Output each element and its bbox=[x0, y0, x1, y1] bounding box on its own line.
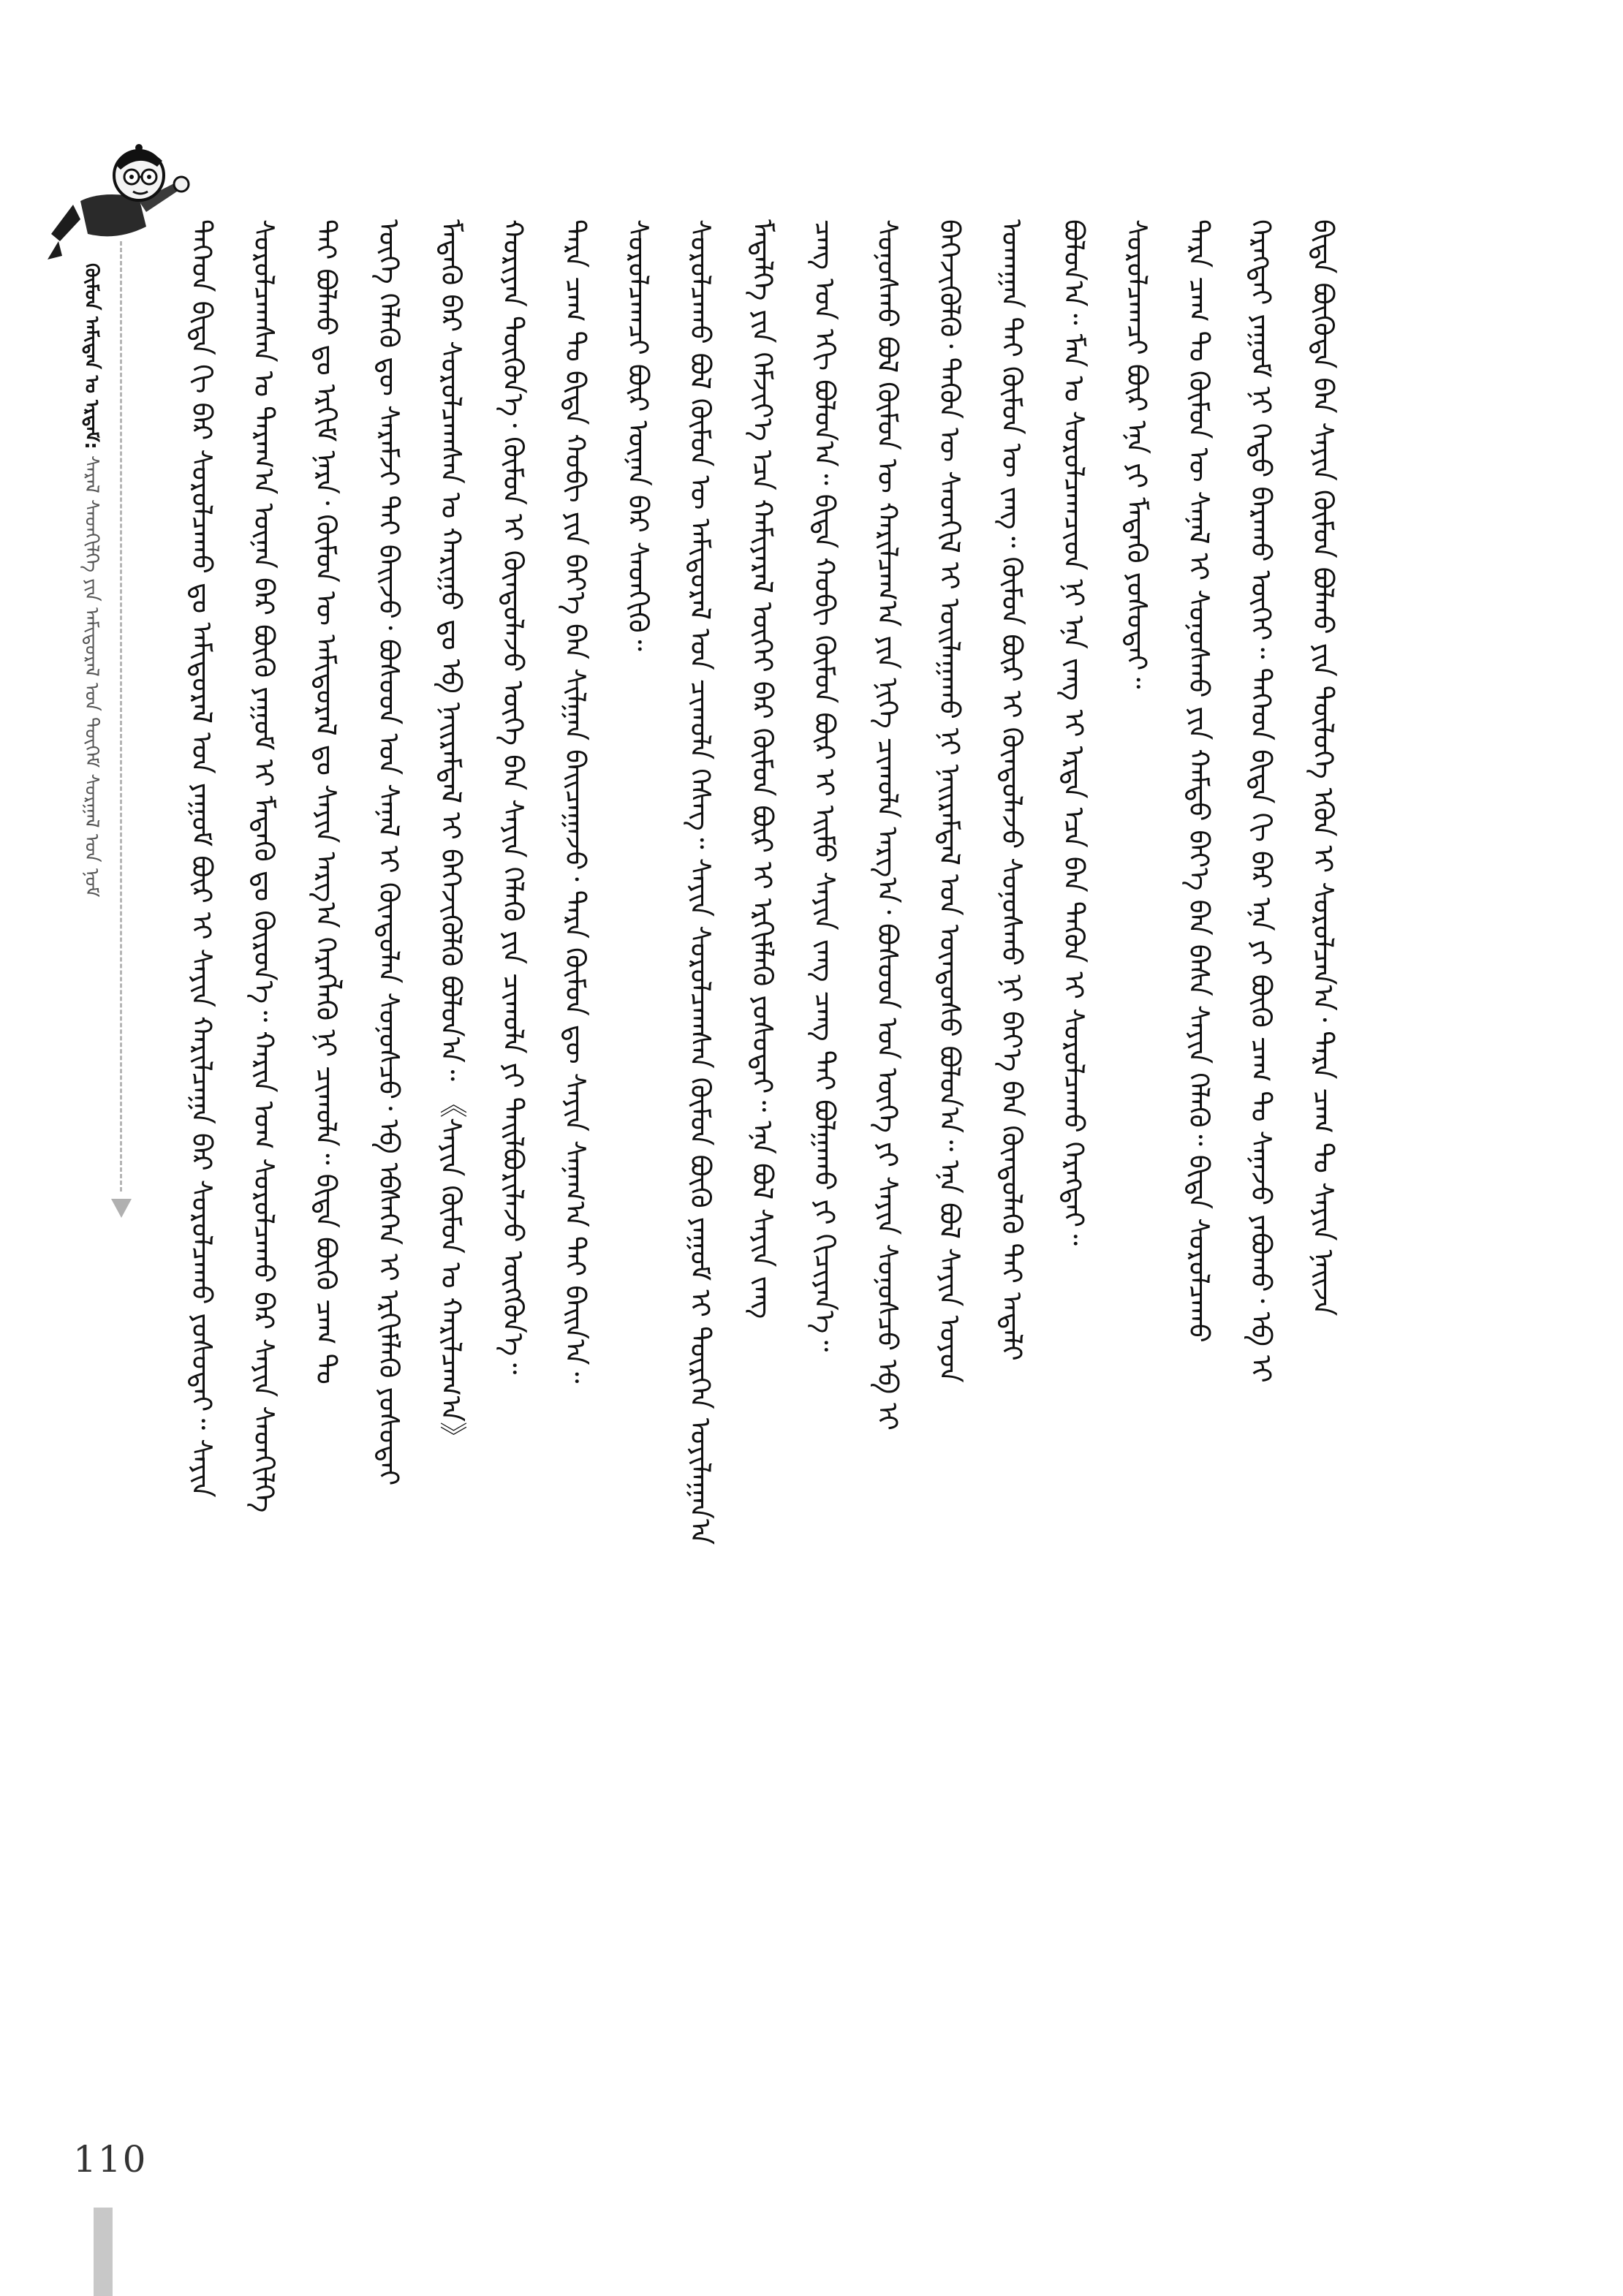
text-column bbox=[1367, 219, 1405, 1915]
text-column: ᠰᠤᠷᠤᠯᠴᠠᠬᠤ ᠪᠣᠯ ᠬᠦᠮᠦᠨ ᠦ ᠠᠮᠢᠳᠤᠷᠠᠯ ᠤᠨ ᠴᠢᠬᠤᠯᠠ ᠬᠡᠰᠡᠭ᠃ ᠰᠠᠶᠢᠨ ᠰᠤᠷᠤᠯᠴᠠᠭᠰᠠᠨ ᠬᠦᠮᠦᠨ ᠪᠦᠬᠦ ᠶᠠᠭᠤᠮ ᠢ ᠲᠦᠷᠭᠡᠨ ᠣᠶᠢᠯᠠᠭᠠᠨ᠎ᠠ bbox=[684, 219, 716, 1545]
text-column: ᠪᠢᠳᠡ ᠪᠦᠬᠦᠳᠡ ᠪᠡᠨ ᠰᠠᠶᠢᠨ ᠬᠦᠮᠦᠨ ᠪᠣᠯᠬᠤ ᠶᠢᠨ ᠲᠥᠯᠥᠭᠡ ᠡᠭᠦᠨ ᠢ ᠰᠤᠷᠤᠯᠴᠠᠨ᠎ᠠ᠂ ᠲᠡᠷᠡ ᠴᠠᠭ ᠲᠤ ᠰᠠᠶᠢᠨ ᠨᠠᠢᠵᠠ bbox=[1307, 219, 1339, 1316]
running-header-rest: ᠰᠠᠷᠠᠯ ᠰᠡᠳᠬᠢᠯᠭᠡ ᠶᠢᠨ ᠠᠮᠢᠳᠤᠷᠠᠯ ᠤᠨ ᠳᠥᠭᠡᠮ ᠰᠤᠷᠭᠠᠯ ᠤᠨ ᠨᠣᠮ bbox=[80, 449, 102, 898]
text-column: ᠪᠣᠯᠣᠨ᠎ᠠ᠃ ᠮᠠᠨ ᠤ ᠰᠤᠷᠤᠯᠴᠠᠭᠴᠢᠳ ᠨᠢ ᠡᠨᠡ ᠵᠠᠩ ᠢ ᠡᠷᠲᠡ ᠡᠴᠡ ᠪᠡᠨ ᠲᠡᠭᠦᠨ ᠢ ᠰᠤᠷᠤᠯᠴᠠᠬᠤ ᠬᠡᠷᠡᠭᠲᠡᠢ᠃ bbox=[1058, 219, 1090, 1246]
text-column: ᠰᠤᠷᠤᠯᠴᠠᠭᠰᠠᠨ ᠤ ᠳᠠᠷᠠᠭ᠎ᠠ ᠦᠨᠡᠨ ᠪᠡᠷ ᠪᠦᠬᠦ ᠶᠠᠭᠤᠮ ᠢ ᠮᠡᠳᠡᠬᠦ ᠳᠤ ᠬᠦᠷᠦᠨ᠎ᠡ᠃ ᠬᠠᠷᠢᠨ ᠤᠭ ᠰᠤᠷᠤᠯᠴᠠᠬᠤ ᠪᠠᠷ ᠰᠠᠶᠢᠨ ᠰᠡᠳᠬᠢᠯᠭᠡ bbox=[248, 219, 280, 1513]
page-edge-bar bbox=[94, 2208, 113, 2296]
text-column: ᠲᠡᠷᠡ ᠴᠠᠭ ᠲᠤ ᠪᠢᠳᠡ ᠬᠤᠪᠢ ᠶᠢᠨ ᠪᠡᠶ᠎ᠡ ᠪᠡᠨ ᠰᠢᠯᠭᠠᠨ ᠪᠠᠢᠴᠠᠭᠠᠵᠤ᠂ ᠲᠡᠷᠡ ᠬᠦᠮᠦᠨ ᠳᠦ ᠰᠠᠶᠢᠨ ᠰᠠᠨᠠᠭ᠎ᠠ ᠲᠡᠢ ᠪᠠᠢᠨ᠎ᠠ᠃ bbox=[559, 219, 591, 1384]
text-column: ᠤᠬᠠᠭᠠᠨ ᠲᠠᠢ ᠬᠦᠮᠦᠨ ᠦ ᠵᠠᠩ᠃ ᠬᠦᠮᠦᠨ ᠪᠦᠷ ᠢ ᠬᠦᠨᠳᠦᠯᠡᠵᠦ ᠰᠣᠨᠣᠰᠬᠤ ᠨᠢ ᠪᠡᠶ᠎ᠡ ᠪᠡᠨ ᠬᠦᠨᠳᠦᠯᠡᠬᠦ ᠲᠠᠢ ᠠᠳᠠᠯᠢ bbox=[996, 219, 1028, 1361]
body-text bbox=[183, 219, 1448, 1915]
text-column: ᠪᠡᠬᠡᠵᠢᠭᠦᠯᠬᠦ᠂ ᠲᠡᠭᠦᠨ ᠦ ᠰᠡᠳᠬᠢᠯ ᠢ ᠣᠢᠯᠠᠭᠠᠬᠤ ᠨᠢ ᠨᠠᠢᠷᠠᠮᠳᠠᠯ ᠤᠨ ᠦᠨᠳᠦᠰᠦ ᠪᠣᠯᠣᠨ᠎ᠠ᠃ ᠡᠨᠡ ᠪᠣᠯ ᠰᠠᠶᠢᠨ ᠣᠶᠤᠨ bbox=[934, 219, 966, 1383]
running-header-strong: ᠬᠦᠮᠦᠨ ᠠᠮᠢᠲᠠᠨ ᠤ ᠡᠷᠲᠡᠮ: bbox=[80, 263, 102, 450]
triangle-marker-icon bbox=[111, 1199, 132, 1218]
running-header-text bbox=[75, 263, 108, 1228]
text-column: ᠲᠡᠢ ᠪᠣᠯᠬᠤ ᠳᠤ ᠡᠷᠬᠢᠮ ᠨᠡᠷᠡ᠂ ᠬᠦᠮᠦᠨ ᠦ ᠠᠮᠢᠳᠤᠷᠠᠯ ᠳᠤ ᠰᠠᠶᠢᠨ ᠠᠷᠭ᠎ᠠ ᠬᠡᠷᠡᠭᠯᠡᠬᠦ ᠨᠢ ᠴᠢᠬᠤᠯᠠ᠃ ᠪᠢᠳᠡ ᠪᠦᠬᠦ ᠴᠠᠭ ᠲᠤ bbox=[310, 219, 342, 1384]
text-column: ᠴᠠᠩ ᠤᠨ ᠡᠬᠢ ᠪᠣᠯᠣᠨ᠎ᠠ᠃ ᠪᠢᠳᠡ ᠬᠤᠪᠢ ᠬᠦᠮᠦᠨ ᠪᠦᠷ ᠢ ᠡᠢᠮᠦ ᠰᠠᠶᠢᠨ ᠵᠠᠩ ᠴᠠᠩ ᠲᠠᠢ ᠪᠣᠯᠭᠠᠬᠤ ᠶᠢ ᠬᠢᠴᠢᠶᠡᠨ᠎ᠡ᠃ bbox=[809, 219, 841, 1352]
mascot-illustration bbox=[29, 132, 205, 270]
page-number: 110 bbox=[73, 2138, 148, 2181]
text-column: ᠬᠤᠷᠢᠶᠠᠨ ᠳᠦᠭᠦᠨ᠎ᠡ᠂ ᠬᠦᠮᠦᠨ ᠢ ᠬᠦᠨᠳᠦᠯᠡᠵᠦ ᠦᠭᠡ ᠪᠡᠨ ᠰᠠᠶᠢᠨ ᠬᠡᠯᠡᠬᠦ ᠶᠢᠨ ᠴᠢᠬᠤᠯᠠ ᠶᠢ ᠲᠠᠢᠯᠪᠤᠷᠢᠯᠠᠵᠤ ᠦᠭᠭᠦᠨ᠎ᠡ᠃ bbox=[497, 219, 529, 1375]
text-column: ᠮᠡᠳᠡᠯᠭᠡ ᠶᠢᠨ ᠬᠡᠮᠵᠢᠶ᠎ᠡ ᠡᠴᠡ ᠬᠠᠮᠢᠶᠠᠷᠠᠯ ᠦᠭᠡᠢ ᠪᠡᠷ ᠬᠦᠮᠦᠨ ᠪᠦᠷ ᠢ ᠡᠷᠬᠢᠮᠯᠡᠬᠦ ᠶᠤᠰᠤᠲᠠᠢ᠃ ᠡᠨᠡ ᠪᠣᠯ ᠰᠠᠶᠢᠨ ᠵᠠᠩ bbox=[746, 219, 779, 1319]
text-column: ᠰᠣᠨᠣᠰᠬᠤ ᠪᠣᠯ ᠬᠦᠮᠦᠨ ᠦ ᠬᠠᠷᠢᠯᠴᠠᠭ᠎ᠠ ᠶᠢᠨ ᠨᠢᠭᠡ ᠴᠢᠬᠤᠯᠠ ᠠᠷᠭ᠎ᠠ᠂ ᠪᠤᠰᠤᠳ ᠤᠨ ᠦᠭᠡ ᠶᠢ ᠰᠠᠶᠢᠨ ᠰᠣᠨᠣᠰᠴᠤ ᠡᠪ ᠡᠢ bbox=[871, 219, 904, 1431]
text-column: ᠲᠡᠷᠡ ᠴᠠᠭ ᠲᠤ ᠬᠦᠮᠦᠨ ᠦ ᠰᠠᠨᠠᠯ ᠢ ᠰᠣᠨᠣᠰᠬᠤ ᠶᠢᠨ ᠬᠠᠮᠲᠤ ᠪᠡᠶ᠎ᠡ ᠪᠡᠨ ᠪᠠᠰᠠ ᠰᠠᠶᠢᠨ ᠬᠡᠯᠡᠬᠦ᠃ ᠪᠢᠳᠡ ᠰᠤᠷᠤᠯᠴᠠᠬᠤ bbox=[1183, 219, 1215, 1343]
text-column: ᠰᠤᠷᠤᠯᠴᠠᠭᠴᠢ ᠪᠦᠷ ᠡᠨᠡ ᠶᠢ ᠮᠡᠳᠡᠬᠦ ᠶᠤᠰᠤᠲᠠᠢ᠃ bbox=[1121, 219, 1153, 689]
running-header bbox=[73, 263, 110, 1228]
header-dashed-rule bbox=[120, 241, 122, 1191]
text-column: ᠮᠡᠳᠡᠬᠦ ᠪᠠᠷ ᠰᠤᠷᠤᠯᠴᠠᠭᠰᠠᠨ ᠤ ᠬᠠᠷᠢᠭᠤ ᠳᠤ ᠡᠪ ᠨᠠᠢᠷᠠᠮᠳᠠᠯ ᠢ ᠪᠡᠬᠡᠵᠢᠭᠦᠯᠬᠦ ᠪᠣᠯᠣᠨ᠎ᠠ᠃ 《ᠰᠠᠶᠢᠨ ᠬᠦᠮᠦᠨ ᠤ ᠬᠠᠷᠢᠯᠴᠠᠭ᠎ᠠ》 bbox=[435, 219, 467, 1450]
text-column: ᠬᠡᠷᠡᠭᠲᠡᠢ ᠶᠠᠭᠤᠮ ᠨᠢ ᠬᠡᠳᠦ ᠪᠠᠷᠠᠬᠤ ᠦᠭᠡᠢ᠃ ᠲᠡᠭᠡᠳ ᠪᠢᠳᠡ ᠬᠢ ᠪᠡᠷ ᠡᠨᠡ ᠶᠢ ᠪᠦᠬᠦ ᠴᠠᠭ ᠲᠤ ᠰᠠᠨᠠᠵᠤ ᠶᠠᠪᠤᠬᠤ᠂ ᠡᠪ ᠡᠢ bbox=[1245, 219, 1277, 1383]
text-column: ᠲᠡᠭᠡᠳ ᠪᠢᠳᠡ ᠬᠢ ᠪᠡᠷ ᠰᠤᠷᠤᠯᠴᠠᠬᠤ ᠳᠤ ᠠᠮᠢᠳᠤᠷᠠᠯ ᠤᠨ ᠶᠠᠭᠤᠮ ᠪᠦᠷ ᠢ ᠰᠠᠶᠢᠨ ᠬᠠᠷᠢᠯᠴᠠᠭᠠ ᠪᠡᠷ ᠰᠤᠷᠤᠯᠴᠠᠬᠤ ᠶᠤᠰᠤᠲᠠᠢ᠃ ᠰᠠᠶᠢᠨ bbox=[186, 219, 218, 1498]
text-column: ᠰᠤᠷᠤᠯᠴᠠᠭᠴᠢ ᠪᠦᠷ ᠦᠨᠡᠨ ᠪᠡᠷ ᠰᠡᠳᠬᠢᠬᠦ᠃ bbox=[622, 219, 654, 651]
text-column: ᠦᠭᠡ ᠬᠡᠯᠡᠬᠦ ᠳᠦ ᠰᠡᠷᠡᠮᠵᠢ ᠲᠡᠢ ᠪᠠᠢᠵᠤ᠂ ᠪᠤᠰᠤᠳ ᠤᠨ ᠰᠠᠨᠠᠯ ᠢ ᠬᠦᠨᠳᠦᠯᠡᠨ ᠰᠣᠨᠣᠰᠴᠤ᠂ ᠡᠪ ᠡᠪᠰᠡᠭᠡᠨ ᠢ ᠡᠷᠬᠢᠮᠯᠡᠬᠦ ᠶᠤᠰᠤᠲᠠᠢ bbox=[373, 219, 405, 1486]
